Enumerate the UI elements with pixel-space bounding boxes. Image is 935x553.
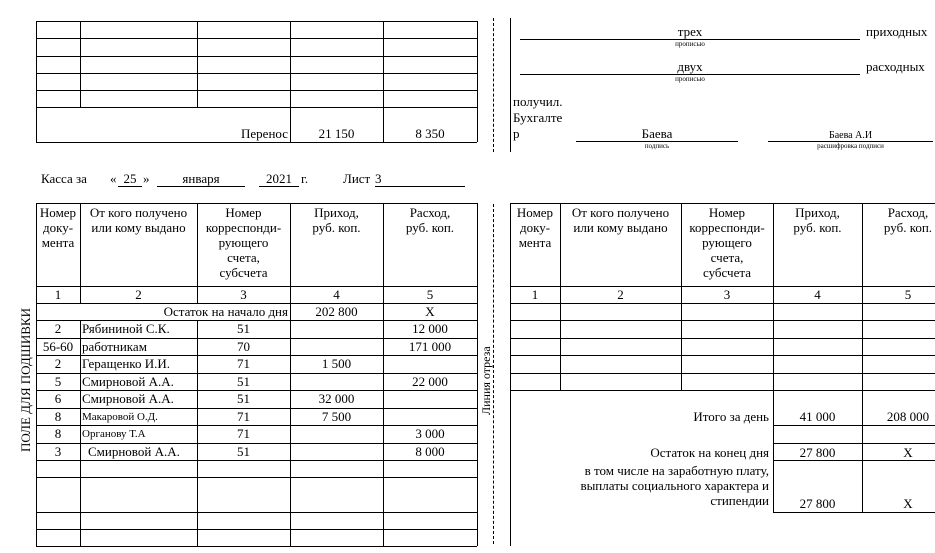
row-expense: 22 000 [412, 374, 448, 389]
rule [510, 373, 935, 374]
rule [290, 203, 291, 546]
year-suffix: г. [301, 171, 309, 186]
header-line: счета, [710, 250, 744, 265]
rule [36, 142, 477, 143]
header-from-whom [560, 205, 681, 235]
header-account [197, 205, 290, 280]
rule [36, 546, 477, 547]
header-line: Номер [516, 205, 554, 220]
row-account: 51 [237, 391, 250, 406]
rule [80, 320, 81, 546]
day-total-label: Итого за день [693, 409, 769, 424]
header-expense [862, 205, 935, 235]
rule [36, 21, 477, 22]
header-line: счета, [227, 250, 260, 265]
including-label [540, 463, 769, 508]
row-account: 71 [237, 356, 250, 371]
header-line: корреспонди- [205, 220, 282, 235]
row-name: Смирновой А.А. [82, 391, 174, 406]
header-expense [383, 205, 477, 235]
rule [36, 460, 477, 461]
header-from-whom [80, 205, 197, 235]
row-expense: 12 000 [412, 321, 448, 336]
closing-balance-label: Остаток на конец дня [650, 445, 769, 460]
rule [510, 390, 935, 391]
row-name: Смирновой А.А. [82, 374, 174, 389]
row-income: 1 500 [321, 356, 352, 371]
rule [383, 21, 384, 142]
row-expense: 171 000 [408, 339, 452, 354]
header-line: руб. коп. [883, 220, 933, 235]
year-value: 2021 [259, 171, 299, 187]
row-doc-no: 8 [54, 409, 62, 424]
expense-count-word: двух [677, 59, 703, 74]
header-income [290, 205, 383, 235]
received-label: получил. [513, 94, 563, 109]
including-line: выплаты социального характера и [580, 478, 769, 493]
header-line: корреспонди- [689, 220, 765, 235]
header-line: мента [41, 235, 75, 250]
row-name: Макаровой О.Д. [82, 411, 158, 423]
row-expense: 8 000 [415, 444, 445, 459]
rule [36, 107, 477, 108]
column-number: 1 [531, 287, 539, 302]
cash-label: Касса за [41, 171, 87, 186]
row-account: 71 [237, 426, 250, 441]
column-number: 5 [426, 287, 434, 302]
row-account: 51 [237, 444, 250, 459]
header-line: Приход, [795, 205, 840, 220]
rule [862, 203, 863, 512]
including-income: 27 800 [799, 496, 836, 511]
header-doc-no [510, 205, 560, 250]
carry-income: 21 150 [318, 126, 355, 141]
row-doc-no: 5 [54, 374, 62, 389]
rule [773, 425, 935, 426]
header-line: мента [518, 235, 552, 250]
month-value: января [157, 171, 245, 187]
row-account: 51 [237, 321, 250, 336]
row-account: 51 [237, 374, 250, 389]
header-line: руб. коп. [405, 220, 455, 235]
column-number: 4 [333, 287, 340, 302]
header-line: или кому выдано [573, 220, 668, 235]
rule [510, 203, 935, 204]
including-line: в том числе на заработную плату, [584, 463, 769, 478]
header-line: доку- [42, 220, 74, 235]
row-account: 71 [237, 409, 250, 424]
opening-balance-income: 202 800 [315, 304, 358, 319]
rule [36, 90, 477, 91]
rule [36, 203, 477, 204]
rule [510, 303, 935, 304]
binding-field-label: ПОЛЕ ДЛЯ ПОДШИВКИ [18, 308, 33, 452]
header-line: руб. коп. [312, 220, 361, 235]
day-total-income: 41 000 [799, 409, 836, 424]
accountant-label: Бухгалте [513, 110, 563, 125]
rule [773, 443, 935, 444]
carry-label: Перенос [241, 126, 288, 141]
header-line: От кого получено [571, 205, 670, 220]
row-doc-no: 2 [54, 321, 62, 336]
including-line: стипендии [710, 493, 769, 508]
rule [510, 203, 511, 546]
closing-balance-expense: Х [903, 445, 913, 460]
decode-hint: расшифровка подписи [817, 142, 884, 150]
header-line: Номер [708, 205, 746, 220]
rule [80, 21, 81, 107]
sheet-label: Лист [343, 171, 371, 186]
row-doc-no: 6 [54, 391, 62, 406]
carry-expense: 8 350 [415, 126, 445, 141]
header-income [773, 205, 862, 235]
header-line: доку- [519, 220, 551, 235]
rule [36, 477, 477, 478]
rule [36, 73, 477, 74]
words-hint: прописью [675, 40, 705, 48]
row-name: Рябининой С.К. [82, 321, 170, 336]
decode-value: Баева А.И [828, 130, 873, 141]
rule [510, 338, 935, 339]
header-line: или кому выдано [91, 220, 186, 235]
cut-line-label: Линия отреза [479, 346, 493, 415]
rule [773, 203, 774, 512]
header-line: Расход, [409, 205, 451, 220]
column-number: 2 [135, 287, 142, 302]
rule [773, 460, 935, 461]
row-expense: 3 000 [415, 426, 445, 441]
header-line: Расход, [887, 205, 929, 220]
cut-line-top [493, 18, 494, 152]
column-number: 2 [617, 287, 624, 302]
rule [197, 21, 198, 107]
row-name: Органову Т.А [82, 428, 146, 440]
row-doc-no: 8 [54, 426, 62, 441]
right-border-top [510, 18, 511, 152]
closing-balance-income: 27 800 [799, 445, 836, 460]
sheet-number: 3 [375, 171, 465, 187]
row-name: работникам [82, 339, 147, 354]
row-account: 70 [237, 339, 250, 354]
header-account [681, 205, 773, 280]
day-open-quote: « [110, 171, 117, 186]
rule [36, 21, 37, 142]
including-expense: Х [903, 496, 913, 511]
header-line: От кого получено [89, 205, 188, 220]
row-doc-no: 56-60 [42, 339, 74, 354]
rule [773, 512, 935, 513]
header-line: Номер [225, 205, 262, 220]
column-number: 3 [240, 287, 247, 302]
rule [36, 512, 477, 513]
day-value: 25 [118, 171, 142, 187]
rule [36, 38, 477, 39]
signature-hint: подпись [644, 142, 670, 150]
header-line: рующего [218, 235, 269, 250]
header-line: Приход, [314, 205, 359, 220]
opening-balance-expense: Х [425, 304, 435, 319]
header-line: субсчета [219, 265, 268, 280]
row-income: 7 500 [321, 409, 352, 424]
opening-balance-label: Остаток на начало дня [163, 304, 288, 319]
row-doc-no: 2 [54, 356, 62, 371]
day-close-quote: » [143, 171, 150, 186]
column-number: 1 [54, 287, 62, 302]
header-line: Номер [39, 205, 77, 220]
income-count-word: трех [677, 24, 703, 39]
column-number: 5 [904, 287, 912, 302]
header-line: рующего [702, 235, 752, 250]
signature-value: Баева [641, 126, 673, 141]
rule [477, 203, 478, 546]
words-hint: прописью [675, 75, 705, 83]
rule [290, 21, 291, 142]
header-line: руб. коп. [793, 220, 842, 235]
row-income: 32 000 [318, 391, 355, 406]
rule [36, 56, 477, 57]
row-name: Геращенко И.И. [82, 356, 170, 371]
row-name: Смирновой А.А. [88, 444, 180, 459]
column-number: 3 [723, 287, 731, 302]
income-docs-label: приходных [866, 24, 928, 39]
header-doc-no [36, 205, 80, 250]
header-line: субсчета [703, 265, 751, 280]
accountant-suffix: р [513, 126, 520, 141]
rule [36, 529, 477, 530]
day-total-expense: 208 000 [886, 409, 930, 424]
expense-docs-label: расходных [866, 59, 925, 74]
rule [477, 21, 478, 142]
row-doc-no: 3 [54, 444, 62, 459]
column-number: 4 [814, 287, 821, 302]
rule [510, 320, 935, 321]
rule [510, 355, 935, 356]
